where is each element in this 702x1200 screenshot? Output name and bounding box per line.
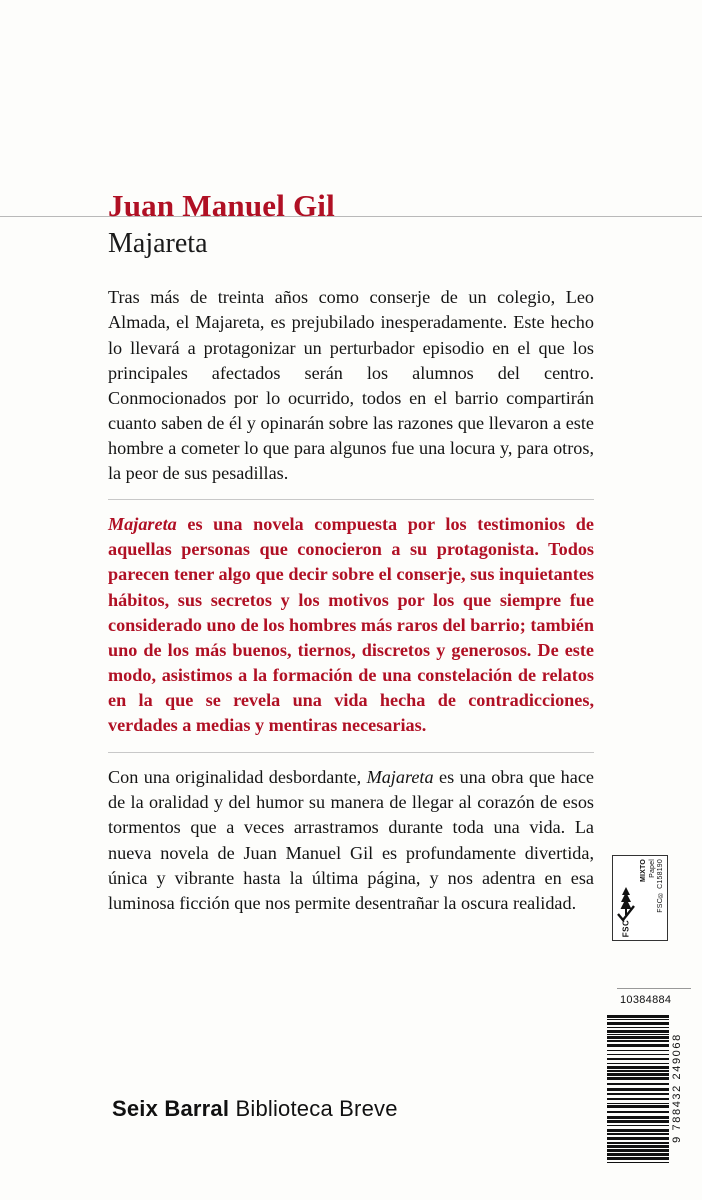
internal-code: 10384884 xyxy=(620,994,672,1006)
barcode-inner xyxy=(607,1013,687,1163)
closing-title-italic: Majareta xyxy=(366,767,434,788)
fsc-logo xyxy=(613,856,639,940)
fsc-line-mixto: MIXTO xyxy=(639,859,647,883)
blurb-paragraph-highlight xyxy=(108,512,594,738)
barcode-bars xyxy=(607,1013,669,1163)
divider-after-main-blurb xyxy=(108,499,594,500)
highlight-title-italic: Majareta xyxy=(108,514,177,535)
divider-after-highlight-blurb xyxy=(108,752,594,753)
book-title: Majareta xyxy=(108,227,208,259)
isbn-barcode xyxy=(604,1010,690,1165)
fsc-certification-label xyxy=(612,855,668,941)
blurb-paragraph-main: Tras más de treinta años como conserje de un colegio, Leo Almada, el Majareta, es prejubilado inesperadamente. Este hecho lo llevará a protagonizar un perturbador episodio en el que los principales afectados serán los alumnos del centro. Conmocionados por lo ocurrido, todos en el barrio compartirán cuanto saben de él y opinarán sobre las razones que llevaron a este hombre a cometer lo que para algunos fue una locura y, para otros, la peor de sus pesadillas. xyxy=(108,287,594,484)
fsc-wordmark: FSC xyxy=(621,919,631,938)
author-name: Juan Manuel Gil xyxy=(108,188,335,223)
fsc-line-papel: Papel xyxy=(648,859,656,878)
imprint-name: Seix Barral xyxy=(112,1096,230,1121)
isbn-divider xyxy=(617,988,691,989)
fsc-code: FSC® C158190 xyxy=(657,859,665,913)
imprint-collection: Biblioteca Breve xyxy=(235,1096,398,1121)
highlight-body: es una novela compuesta por los testimonios de aquellas personas que conocieron a su protagonista. Todos parecen tener algo que decir sobre el conserje, sus inquietantes hábitos, sus secretos y los motivos por los que siempre fue considerado uno de los hombres más raros del barrio; también uno de los más buenos, tiernos, discretos y generosos. De este modo, asistimos a la formación de una constelación de relatos en la que se revela una vida hecha de contradicciones, verdades a medias y mentiras necesarias. xyxy=(108,514,594,736)
cover-content xyxy=(108,0,594,916)
closing-part-one: Con una originalidad desbordante, xyxy=(108,767,367,788)
blurb-paragraph-closing xyxy=(108,765,594,916)
publisher-imprint xyxy=(112,1096,398,1122)
barcode-digits: 9 788432 249068 xyxy=(671,1032,683,1143)
closing-part-two: es una obra que hace de la oralidad y del humor su manera de llegar al corazón de esos tormentos que a veces arrastramos durante toda una vida. La nueva novela de Juan Manuel Gil es profundamente divertida, única y vibrante hasta la última página, y nos adentra en esa luminosa ficción que nos permite desentrañar la oscura realidad. xyxy=(108,767,594,913)
tree-checkmark-icon xyxy=(616,884,636,924)
fsc-text-block xyxy=(639,856,667,940)
